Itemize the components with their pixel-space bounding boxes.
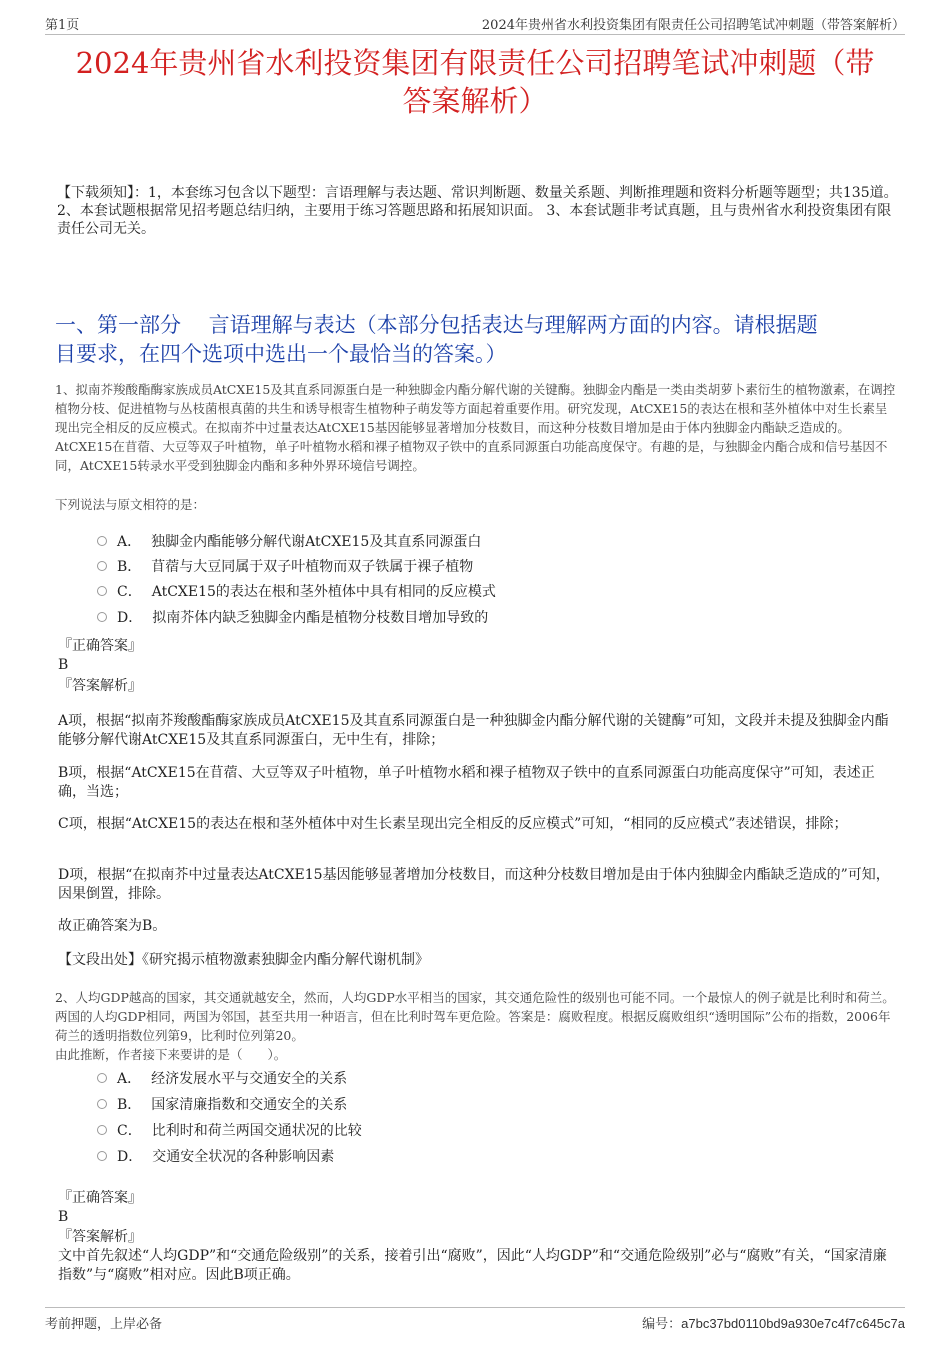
q1-prompt: 下列说法与原文相符的是： [55,497,206,512]
page-title [55,44,895,120]
header-doc-title: 2024年贵州省水利投资集团有限责任公司招聘笔试冲刺题（带答案解析） [481,18,905,33]
option-key: B． [117,1097,142,1113]
option-key: A． [117,534,142,550]
option-text: AtCXE15的表达在根和茎外植体中具有相同的反应模式 [151,584,496,600]
q1-stem: 1、拟南芥羧酸酯酶家族成员AtCXE15及其直系同源蛋白是一种独脚金内酯分解代谢的关键酶。独脚金内酯是一类由类胡萝卜素衍生的植物激素，在调控植物分枝、促进植物与丛枝菌根真菌的共生和诱导根寄生植物种子萌发等方面起着重要作用。研究发现，AtCXE15的表达在根和茎外植体中对生长素呈现出完全相反的反应模式。在拟南芥中过量表达AtCXE15基因能够显著增加分枝数目，而这种分枝数目增加是由于体内独脚金内酯缺乏造成的。AtCXE15在苜蓿、大豆等双子叶植物，单子叶植物水稻和裸子植物双子铁中的直系同源蛋白功能高度保守。有趣的是，与独脚金内酯合成和信号基因不同，AtCXE15转录水平受到独脚金内酯和多种外界环境信号调控。 [55,382,896,473]
q1-analysis-b: B项，根据“AtCXE15在苜蓿、大豆等双子叶植物，单子叶植物水稻和裸子植物双子铁中的直系同源蛋白功能高度保守”可知，表述正确，当选； [58,765,875,800]
radio-icon[interactable] [97,1073,107,1083]
section-heading-line-2: 目要求，在四个选项中选出一个最恰当的答案。） [55,342,507,366]
option-text: 交通安全状况的各种影响因素 [152,1149,335,1165]
radio-icon[interactable] [97,1125,107,1135]
option-text: 拟南芥体内缺乏独脚金内酯是植物分枝数目增加导致的 [152,610,489,626]
q1-option-a[interactable] [97,532,481,552]
q1-analysis-label: 『答案解析』 [58,678,142,694]
page-number: 第1页 [45,18,80,33]
q1-conclusion: 故正确答案为B。 [58,918,167,934]
q2-option-a[interactable] [97,1069,347,1089]
q2-option-d[interactable] [97,1147,334,1167]
option-key: B． [117,559,142,575]
radio-icon[interactable] [97,536,107,546]
footer-divider [45,1307,905,1308]
option-text: 国家清廉指数和交通安全的关系 [151,1097,348,1113]
option-text: 经济发展水平与交通安全的关系 [151,1071,348,1087]
q2-option-b[interactable] [97,1095,347,1115]
page-header [45,14,905,34]
q2-option-c[interactable] [97,1121,362,1141]
q1-option-b[interactable] [97,557,473,577]
option-text: 独脚金内酯能够分解代谢AtCXE15及其直系同源蛋白 [151,534,482,550]
radio-icon[interactable] [97,561,107,571]
q2-prompt: 由此推断，作者接下来要讲的是（ ）。 [55,1047,287,1062]
radio-icon[interactable] [97,586,107,596]
footer-code [642,1313,905,1332]
q1-option-c[interactable] [97,582,496,602]
footer-code-label: 编号： [642,1317,682,1332]
option-text: 比利时和荷兰两国交通状况的比较 [151,1123,362,1139]
radio-icon[interactable] [97,1151,107,1161]
option-text: 苜蓿与大豆同属于双子叶植物而双子铁属于裸子植物 [151,559,474,575]
q2-analysis: 文中首先叙述“人均GDP”和“交通危险级别”的关系，接着引出“腐败”，因此“人均GDP”和“交通危险级别”必与“腐败”有关，“国家清廉指数”与“腐败”相对应。因此B项正确。 [58,1248,887,1283]
header-divider [45,34,905,35]
q1-analysis-d: D项，根据“在拟南芥中过量表达AtCXE15基因能够显著增加分枝数目，而这种分枝数目增加是由于体内独脚金内酯缺乏造成的”可知，因果倒置，排除。 [58,867,890,902]
q1-analysis-a: A项，根据“拟南芥羧酸酯酶家族成员AtCXE15及其直系同源蛋白是一种独脚金内酯分解代谢的关键酶”可知，文段并未提及独脚金内酯能够分解代谢AtCXE15及其直系同源蛋白，无中生有，排除； [58,713,889,748]
option-key: C． [117,1123,142,1139]
option-key: D． [117,610,143,626]
radio-icon[interactable] [97,612,107,622]
q2-stem: 2、人均GDP越高的国家，其交通就越安全，然而，人均GDP水平相当的国家，其交通危险性的级别也可能不同。一个最惊人的例子就是比利时和荷兰。两国的人均GDP相同，两国为邻国，甚至共用一种语言，但在比利时驾车更危险。答案是：腐败程度。根据反腐败组织“透明国际”公布的指数，2006年荷兰的透明指数位列第9，比利时位列第20。 [55,990,895,1043]
section-heading [55,311,895,369]
q1-option-d[interactable] [97,608,488,628]
radio-icon[interactable] [97,1099,107,1109]
title-line-1: 2024年贵州省水利投资集团有限责任公司招聘笔试冲刺题（带 [75,46,875,80]
q1-answer-label: 『正确答案』 [58,638,142,654]
footer-code-value: a7bc37bd0110bd9a930e7c4f7c645c7a [681,1316,905,1331]
section-heading-line-1: 一、第一部分 言语理解与表达（本部分包括表达与理解两方面的内容。请根据题 [55,313,818,337]
option-key: C． [117,584,142,600]
title-line-2: 答案解析） [402,84,548,118]
q1-source: 【文段出处】《研究揭示植物激素独脚金内酯分解代谢机制》 [58,952,429,968]
q2-analysis-label: 『答案解析』 [58,1229,142,1245]
q2-answer: B [58,1209,69,1225]
q2-answer-label: 『正确答案』 [58,1190,142,1206]
q1-answer: B [58,657,69,673]
option-key: D． [117,1149,143,1165]
footer-slogan: 考前押题，上岸必备 [45,1317,163,1332]
q1-analysis-c: C项，根据“AtCXE15的表达在根和茎外植体中对生长素呈现出完全相反的反应模式”可知，“相同的反应模式”表述错误，排除； [58,816,848,832]
option-key: A． [117,1071,142,1087]
download-notice: 【下载须知】：1，本套练习包含以下题型：言语理解与表达题、常识判断题、数量关系题、判断推理题和资料分析题等题型；共135道。 2、本套试题根据常见招考题总结归纳，主要用于练习答题思路和拓展知识面。 3、本套试题非考试真题，且与贵州省水利投资集团有限责任公司无关。 [57,185,898,237]
